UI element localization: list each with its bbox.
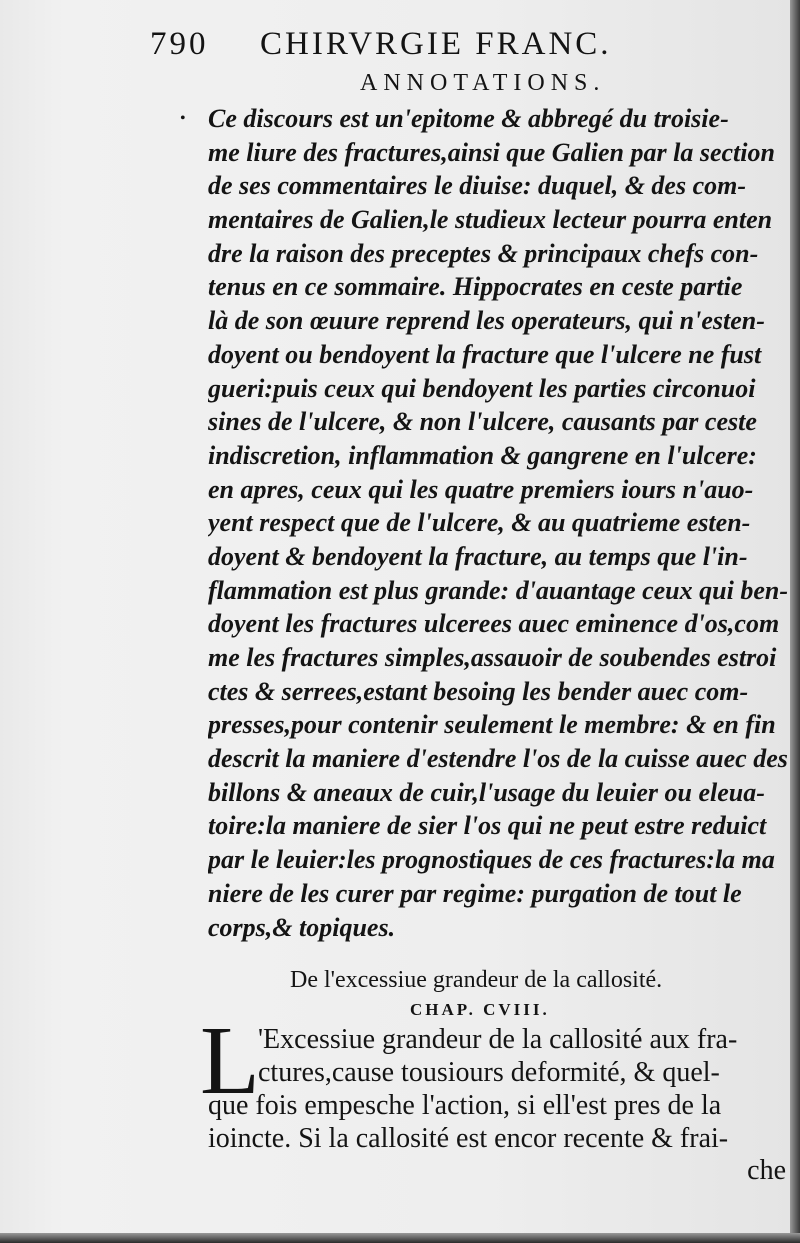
text-line: toire:la maniere de sier l'os qui ne peut estre reduict (208, 811, 767, 841)
text-line: par le leuier:les prognostiques de ces fractures:la ma (208, 845, 775, 875)
text-line: me liure des fractures,ainsi que Galien par la section (208, 137, 775, 167)
text-line: billons & aneaux de cuir,l'usage du leuier ou eleua- (208, 777, 765, 807)
text-line: sines de l'ulcere, & non l'ulcere, causants par ceste (208, 407, 757, 437)
page-edge-bottom (0, 1233, 800, 1243)
page-number: 790 (150, 26, 209, 62)
text-line: flammation est plus grande: d'auantage ceux qui ben- (208, 575, 788, 605)
text-line: ctes & serrees,estant besoing les bender auec com- (208, 676, 749, 706)
body-line: que fois empesche l'action, si ell'est pres de la (208, 1090, 722, 1121)
body-line: 'Excessiue grandeur de la callosité aux fra- (258, 1024, 738, 1055)
text-line: doyent & bendoyent la fracture, au temps que l'in- (208, 541, 748, 571)
text-line: doyent ou bendoyent la fracture que l'ulcere ne fust (208, 339, 762, 369)
text-line: dre la raison des preceptes & principaux chefs con- (208, 238, 759, 268)
text-line: de ses commentaires le diuise: duquel, & des com- (208, 171, 747, 201)
text-line: là de son œuure reprend les operateurs, qui n'esten- (208, 306, 765, 336)
text-line: tenus en ce sommaire. Hippocrates en ceste partie (208, 272, 743, 302)
chapter-number: CHAP. CVIII. (410, 1000, 550, 1019)
page-header (150, 26, 670, 70)
catchword: che (747, 1155, 786, 1186)
text-line: Ce discours est un'epitome & abbregé du troisie- (208, 104, 729, 133)
chapter-body (208, 1023, 793, 1155)
text-line: en apres, ceux qui les quatre premiers iours n'auo- (208, 474, 754, 504)
text-line: descrit la maniere d'estendre l'os de la cuisse auec des (208, 744, 788, 774)
text-line: gueri:puis ceux qui bendoyent les parties circonuoi (208, 373, 756, 403)
text-line: corps,& topiques. (208, 912, 396, 942)
margin-mark: • (180, 110, 186, 127)
body-line: ctures,cause tousiours deformité, & quel- (258, 1057, 720, 1088)
text-line: presses,pour contenir seulement le membre: & en fin (208, 710, 776, 740)
annotation-text (208, 102, 790, 944)
section-heading: ANNOTATIONS. (360, 70, 606, 96)
text-line: niere de les curer par regime: purgation de tout le (208, 878, 742, 908)
text-line: yent respect que de l'ulcere, & au quatrieme esten- (208, 508, 751, 538)
text-line: me les fractures simples,assauoir de soubendes estroi (208, 643, 777, 672)
text-line: mentaires de Galien,le studieux lecteur pourra enten (208, 205, 773, 235)
drop-cap: L (200, 1007, 260, 1115)
text-line: indiscretion, inflammation & gangrene en l'ulcere: (208, 440, 757, 470)
running-title: CHIRVRGIE FRANC. (260, 26, 612, 62)
body-line: ioincte. Si la callosité est encor recente & frai- (208, 1123, 729, 1154)
chapter-title: De l'excessiue grandeur de la callosité. (290, 967, 663, 993)
text-line: doyent les fractures ulcerees auec eminence d'os,com (208, 609, 780, 639)
